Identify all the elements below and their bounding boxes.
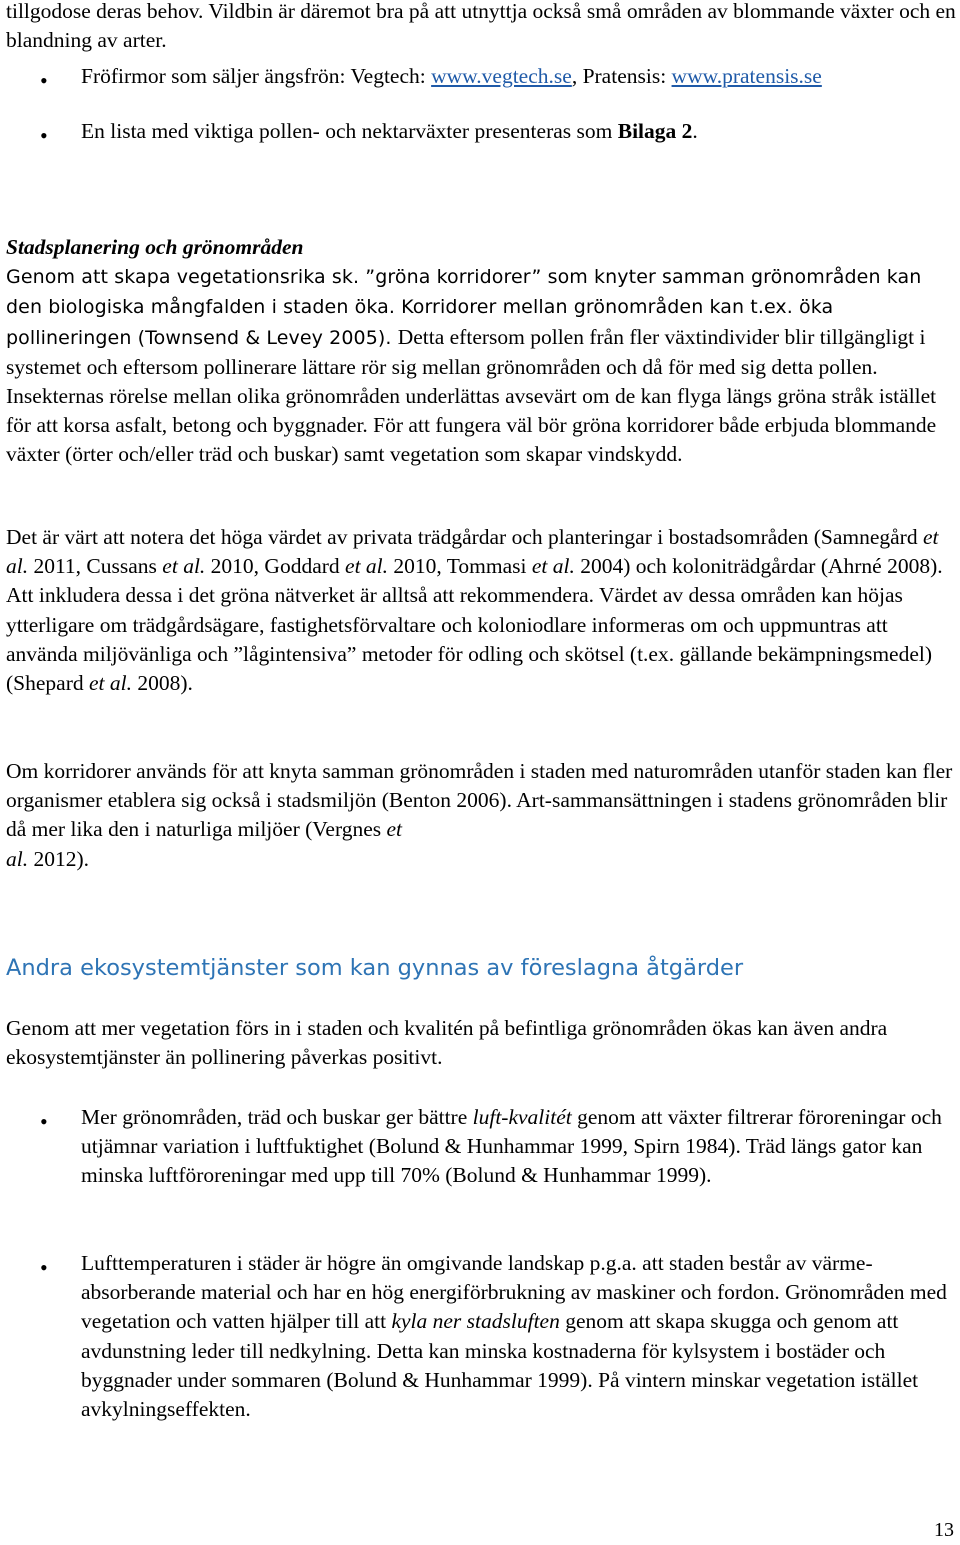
pollen-list-bullet: En lista med viktiga pollen- och nektarväxter presenteras som Bilaga 2. <box>81 119 698 143</box>
paragraph-private-gardens: Det är värt att notera det höga värdet av privata trädgårdar och planteringar i bostadsområden (Samnegård et al. 2011, Cussans et al. 2010, Goddard et al. 2010, Tommasi et al. 2004) och koloniträdgårdar (Ahrné 2008). Att inkludera dessa i det gröna nätverket är alltså att rekommendera. Värdet av dessa områden kan höjas ytterligare om trädgårdsägare, fastighetsförvaltare och koloniodlare informeras om och uppmuntras att använda miljövänliga och ”lågintensiva” metoder för odling och skötsel (t.ex. gällande bekämpningsmedel) (Shepard et al. 2008). <box>6 525 943 696</box>
section-paragraph-corridors: Stadsplanering och grönområden Genom att skapa vegetationsrika sk. ”gröna korridorer” som knyter samman grönområden kan den biologiska mångfalden i staden öka. Korridorer mellan grönområden kan t.ex. öka pollineringen (Townsend & Levey 2005). Detta eftersom pollen från fler växtindivider blir tillgängligt i systemet och eftersom pollinerare lättare rör sig mellan grönområden och då för med sig detta pollen. Insekternas rörelse mellan olika grönområden underlättas avsevärt om de kan flyga längs gröna stråk istället för att korsa asfalt, betong och byggnader. För att fungera väl bör gröna korridorer både erbjuda blommande växter (örter och/eller träd och buskar) samt vegetation som skapar vindskydd. <box>6 235 937 467</box>
bullet-icon: • <box>40 1109 48 1134</box>
temperature-bullet: Lufttemperaturen i städer är högre än omgivande landskap p.g.a. att staden består av värme-absorberande material och har en hög energiförbrukning av maskiner och fordon. Grönområden med vegetation och vatten hjälper till att kyla ner stadsluften genom att skapa skugga och genom att avdunstning leder till nedkylning. Detta kan minska kostnaderna för kylsystem i bostäder och byggnader under sommaren (Bolund & Hunhammar 1999). På vintern minskar vegetation istället avkylningseffekten. <box>81 1251 947 1422</box>
seed-companies-bullet: Fröfirmor som säljer ängsfrön: Vegtech: www.vegtech.se, Pratensis: www.pratensis.se <box>81 64 822 88</box>
pratensis-link[interactable]: www.pratensis.se <box>671 64 822 88</box>
bilaga-reference: Bilaga 2 <box>617 119 693 143</box>
paragraph-corridors-nature: Om korridorer används för att knyta samman grönområden i staden med naturområden utanför staden kan fler organismer etablera sig också i stadsmiljön (Benton 2006). Art-sammansättningen i stadens grönområden blir då mer lika den i naturliga miljöer (Vergnes et al. 2012). <box>6 759 953 871</box>
bullet-icon: • <box>40 68 48 93</box>
paragraph-ecosystem-intro: Genom att mer vegetation förs in i staden och kvalitén på befintliga grönområden ökas kan även andra ekosystemtjänster än pollinering påverkas positivt. <box>6 1016 888 1070</box>
air-quality-bullet: Mer grönområden, träd och buskar ger bättre luft-kvalitét genom att växter filtrerar föroreningar och utjämnar variation i luftfuktighet (Bolund & Hunhammar 1999, Spirn 1984). Träd längs gator kan minska luftföroreningar med upp till 70% (Bolund & Hunhammar 1999). <box>81 1105 942 1188</box>
page-number: 13 <box>934 1519 954 1541</box>
vegtech-link[interactable]: www.vegtech.se <box>431 64 572 88</box>
intro-paragraph: tillgodose deras behov. Vildbin är däremot bra på att utnyttja också små områden av blommande växter och en blandning av arter. <box>6 0 956 53</box>
bullet-icon: • <box>40 123 48 148</box>
section-heading-ecosystem-services: Andra ekosystemtjänster som kan gynnas av föreslagna åtgärder <box>6 955 744 981</box>
subheading-stadsplanering: Stadsplanering och grönområden <box>6 235 304 259</box>
bullet-icon: • <box>40 1255 48 1280</box>
